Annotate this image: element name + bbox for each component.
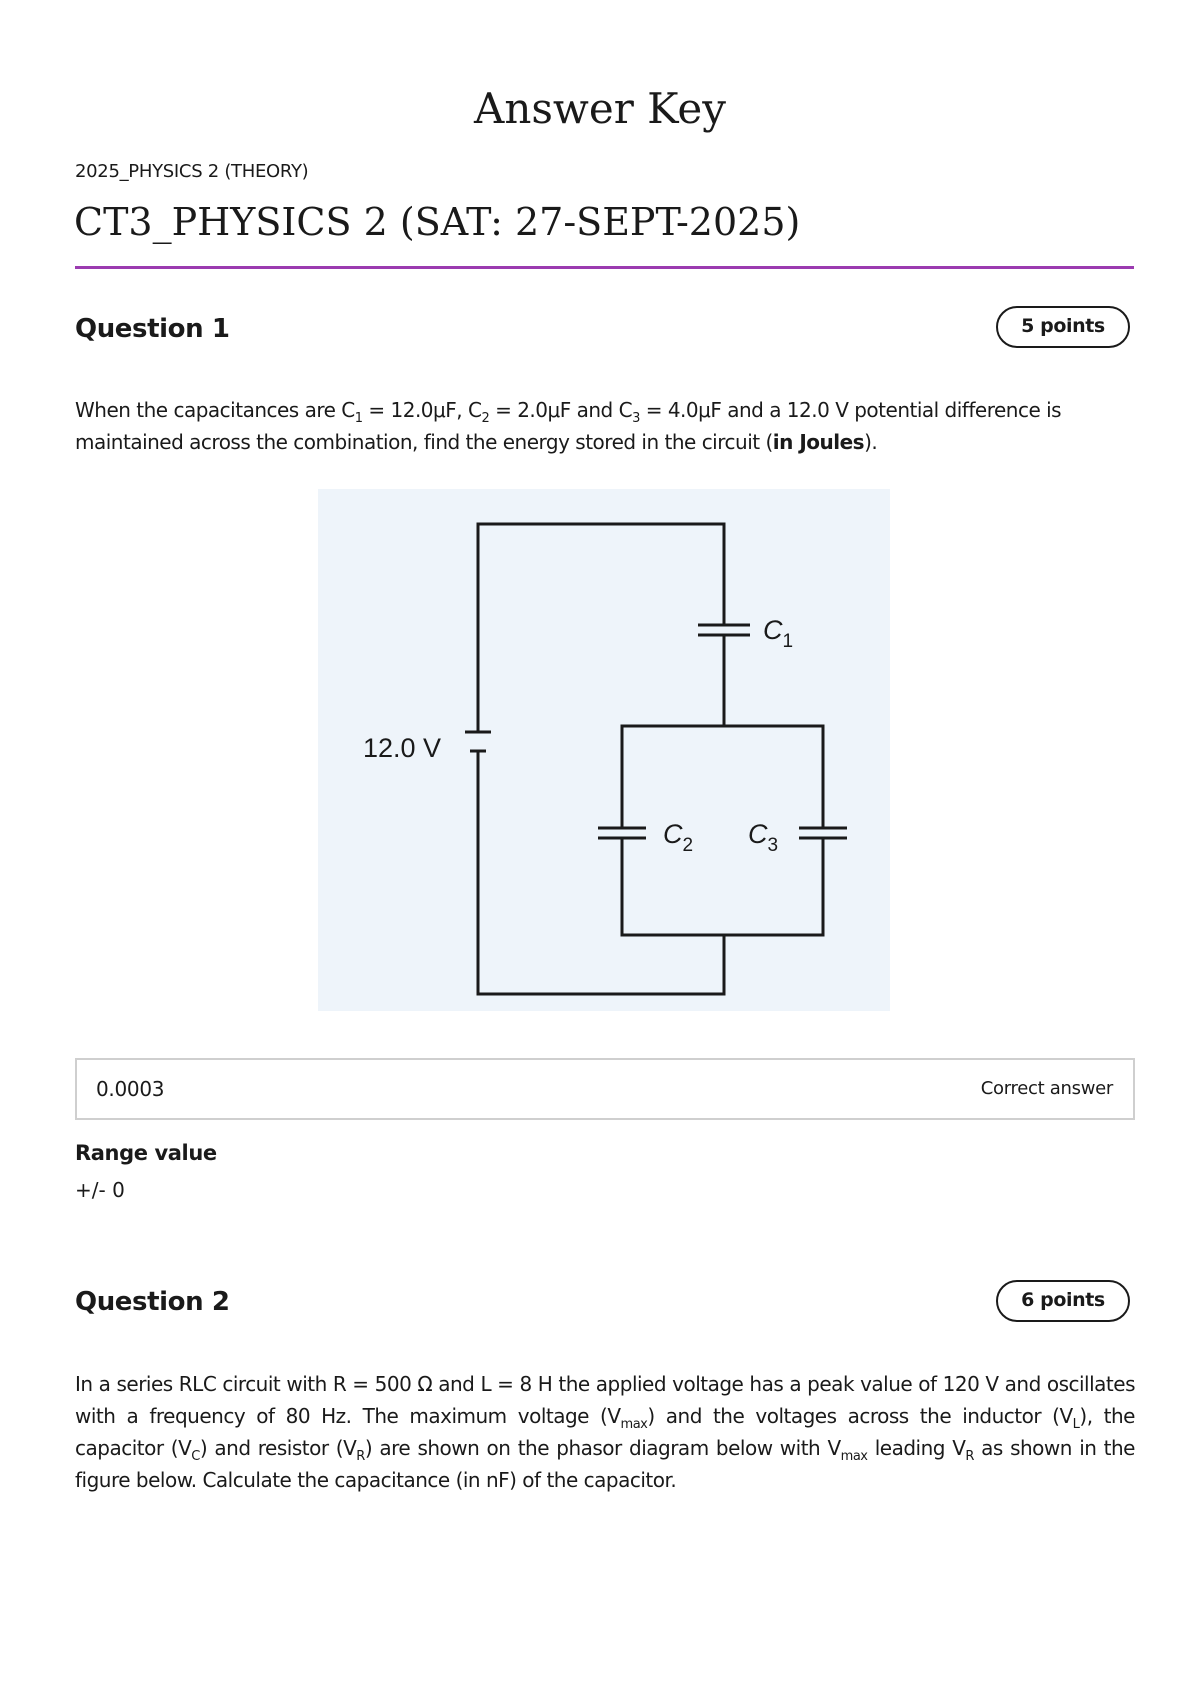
test-title: CT3_PHYSICS 2 (SAT: 27-SEPT-2025) [74,200,801,244]
question-1-text: When the capacitances are $C_1 = 12.0\mu F$, $C_2 = 2.0\mu F$ and $C_3 = 4.0\mu F$ and a 12.0 V potential difference is maintained across the combination, find the energy stored in the circuit (in Joules). [75,398,1062,454]
voltage-label: 12.0 V [363,733,442,763]
question-2-heading: Question 2 [75,1287,230,1317]
c2-label: $C_2$ [663,819,694,856]
range-value: +/- 0 [75,1178,125,1202]
question-2-text: In a series RLC circuit with R = 500 Ω and L = 8 H the applied voltage has a peak value of 120 V and oscillates with a frequency of 80 Hz. The maximum voltage $(V_{max})$ and the voltages across the inductor $(V_L)$, the capacitor $(V_C)$ and resistor $(V_R)$ are shown on the phasor diagram below with $V_{max}$ leading $V_R$ as shown in the figure below. Calculate the capacitance (in nF) of the capacitor. [75,1372,1135,1492]
c1-label: $C_1$ [763,615,794,652]
page-title: Answer Key [474,84,726,133]
question-1-answer-box [75,1058,1135,1120]
circuit-diagram [318,489,890,1011]
question-1-heading: Question 1 [75,314,230,344]
range-value-label: Range value [75,1141,217,1165]
correct-answer-tag: Correct answer [980,1078,1113,1099]
question-2-points-badge: 6 points [996,1280,1130,1322]
c3-label: $C_3$ [748,819,779,856]
question-1-points-badge: 5 points [996,306,1130,348]
course-name: 2025_PHYSICS 2 (THEORY) [75,161,309,182]
answer-value: 0.0003 [96,1077,165,1101]
title-divider [75,266,1134,269]
